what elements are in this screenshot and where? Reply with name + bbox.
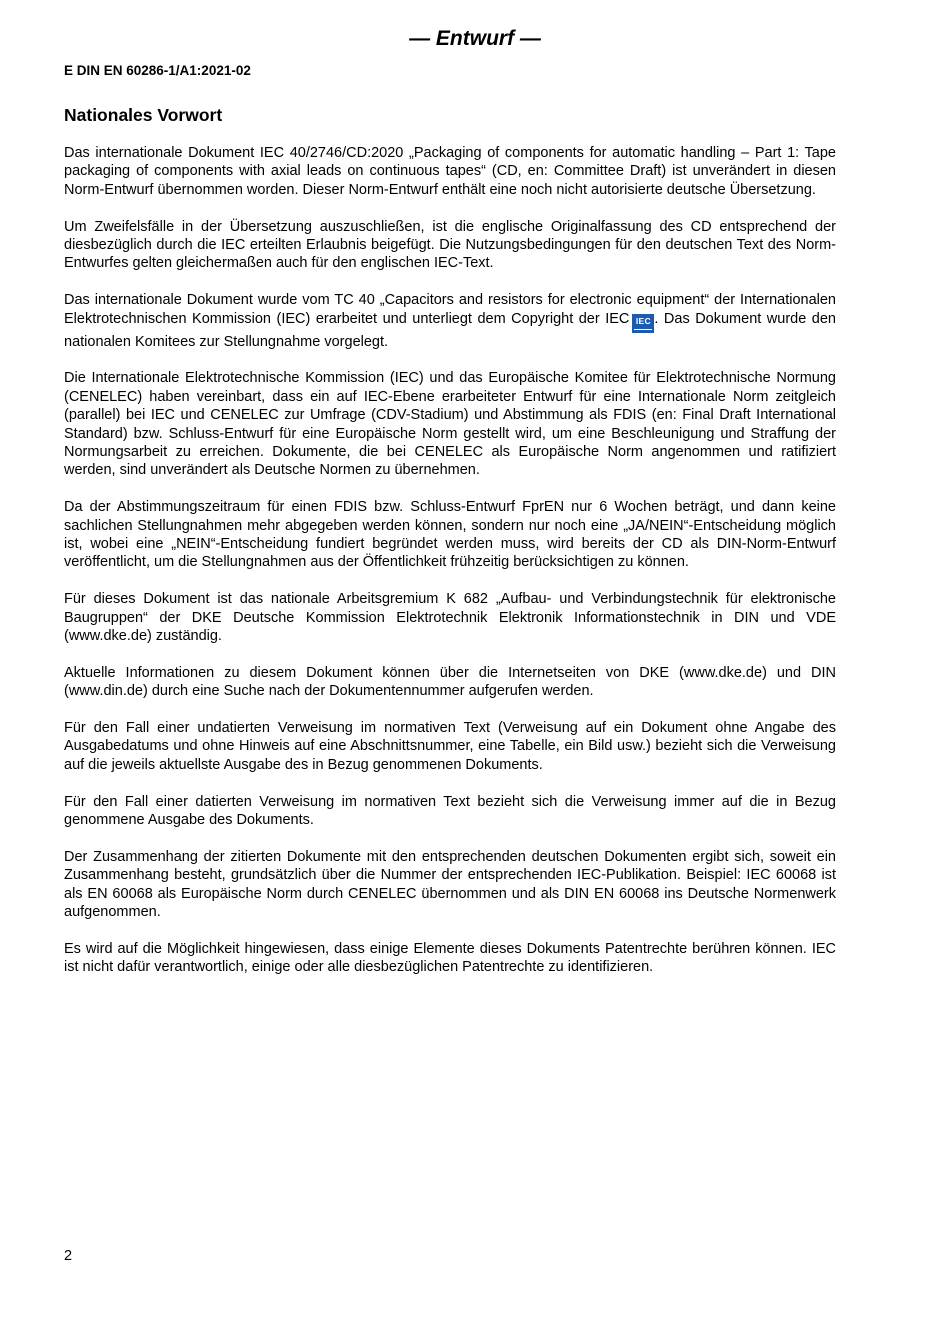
- paragraph: Für dieses Dokument ist das nationale Arbeitsgremium K 682 „Aufbau- und Verbindungstechnik für elektronische Baugruppen“ der DKE Deutsche Kommission Elektrotechnik Elektronik Informationstechnik in DIN und VDE (www.dke.de) zuständig.: [64, 591, 836, 645]
- paragraph: Die Internationale Elektrotechnische Kommission (IEC) und das Europäische Komitee für Elektrotechnische Normung (CENELEC) haben vereinbart, dass ein auf IEC-Ebene erarbeiteter Entwurf für eine Internationale Norm zeitgleich (parallel) bei IEC und CENELEC zur Umfrage (CDV-Stadium) und Abstimmung als FDIS (en: Final Draft International Standard) bzw. Schluss-Entwurf für eine Europäische Norm gestellt wird, um eine Beschleunigung und Straffung der Normungsarbeit zu erreichen. Dokumente, die bei CENELEC als Europäische Norm angenommen und ratifiziert werden, sind unverändert als Deutsche Normen zu übernehmen.: [64, 370, 836, 479]
- page-number: 2: [64, 1248, 73, 1264]
- paragraph: Für den Fall einer undatierten Verweisung im normativen Text (Verweisung auf ein Dokument ohne Angabe des Ausgabedatums und ohne Hinweis auf eine Abschnittsnummer, eine Tabelle, ein Bild usw.) bezieht sich die Verweisung auf die jeweils aktuellste Ausgabe des in Bezug genommenen Dokuments.: [64, 720, 836, 773]
- paragraph: Das internationale Dokument IEC 40/2746/CD:2020 „Packaging of components for automatic handling – Part 1: Tape packaging of components with axial leads on continuous tapes“ (CD, en: Committee Draft) ist unverändert in diesen Norm-Entwurf übernommen worden. Dieser Norm-Entwurf enthält eine noch nicht autorisierte deutsche Übersetzung.: [64, 145, 836, 198]
- document-id: E DIN EN 60286-1/A1:2021-02: [64, 63, 251, 78]
- paragraph: Da der Abstimmungszeitraum für einen FDIS bzw. Schluss-Entwurf FprEN nur 6 Wochen beträgt, und dann keine sachlichen Stellungnahmen mehr abgegeben werden können, sondern nur noch eine „JA/NEIN“-Entscheidung möglich ist, wobei eine „NEIN“-Entscheidung fundiert begründet werden muss, wird bereits der CD als DIN-Norm-Entwurf veröffentlicht, um die Stellungnahmen aus der Öffentlichkeit frühzeitig berücksichtigen zu können.: [64, 499, 836, 571]
- body-text: [64, 144, 836, 995]
- paragraph-text: Das internationale Dokument wurde vom TC 40 „Capacitors and resistors for electronic equipment“ der Internationalen Elektrotechnischen Kommission (IEC) erarbeitet und unterliegt dem Copyright der IEC: [64, 292, 836, 327]
- iec-logo-icon: IEC: [632, 314, 654, 333]
- paragraph-copyright: [64, 291, 836, 351]
- paragraph: Für den Fall einer datierten Verweisung im normativen Text bezieht sich die Verweisung immer auf die in Bezug genommene Ausgabe des Dokuments.: [64, 793, 836, 829]
- paragraph: Der Zusammenhang der zitierten Dokumente mit den entsprechenden deutschen Dokumenten ergibt sich, soweit ein Zusammenhang besteht, grundsätzlich über die Nummer der entsprechenden IEC-Publikation. Beispiel: IEC 60068 ist als EN 60068 als Europäische Norm durch CENELEC übernommen und als DIN EN 60068 ins Deutsche Normenwerk aufgenommen.: [64, 848, 836, 921]
- paragraph: Um Zweifelsfälle in der Übersetzung auszuschließen, ist die englische Originalfassung des CD entsprechend der diesbezüglich durch die IEC erteilten Erlaubnis beigefügt. Die Nutzungsbedingungen für den deutschen Text des Norm-Entwurfes gelten gleichermaßen auch für den englischen IEC-Text.: [64, 218, 836, 272]
- section-title: Nationales Vorwort: [64, 105, 223, 125]
- paragraph: Aktuelle Informationen zu diesem Dokument können über die Internetseiten von DKE (www.dke.de) und DIN (www.din.de) durch eine Suche nach der Dokumentennummer aufgerufen werden.: [64, 664, 836, 700]
- draft-mark: — Entwurf —: [409, 27, 541, 50]
- paragraph-text: . Das Dokument wurde den nationalen Komitees zur Stellungnahme vorgelegt.: [64, 310, 836, 350]
- paragraph: Es wird auf die Möglichkeit hingewiesen, dass einige Elemente dieses Dokuments Patentrechte berühren können. IEC ist nicht dafür verantwortlich, einige oder alle diesbezüglichen Patentrechte zu identifizieren.: [64, 940, 836, 976]
